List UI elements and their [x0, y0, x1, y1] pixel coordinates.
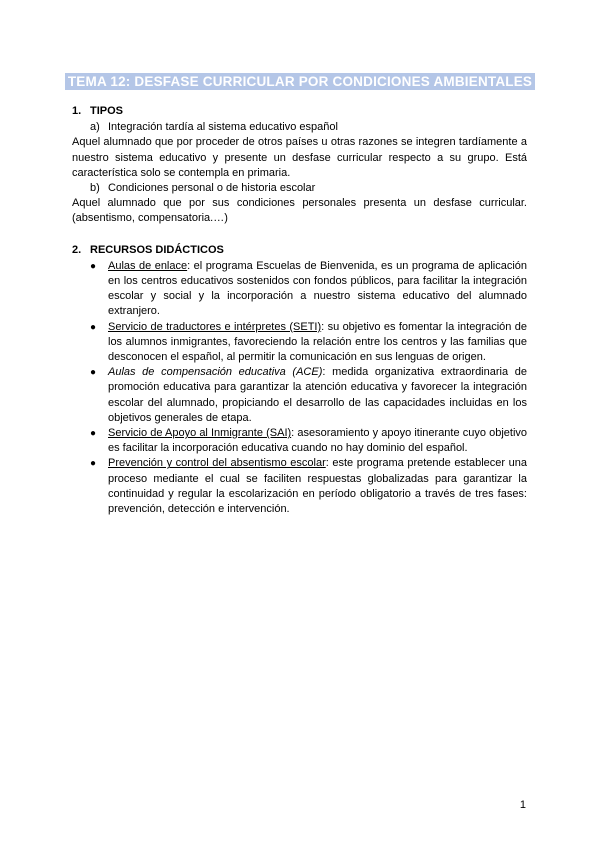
section-title: TIPOS	[90, 105, 124, 117]
bullet-icon: ●	[90, 367, 97, 379]
bullet-icon: ●	[90, 428, 97, 440]
list-item	[72, 365, 527, 426]
resource-description: : este programa pretende establecer una proceso mediante el cual se faciliten respuestas globalizadas para garantizar la continuidad y regular la escolarización en período obligatorio a través de tres fases: prevención, detección e intervención.	[108, 457, 527, 516]
subsection-label: Condiciones personal o de historia escolar	[108, 182, 316, 195]
section-heading-tipos	[72, 104, 527, 119]
section-number: 1.	[72, 105, 82, 117]
subsection-letter: a)	[90, 121, 100, 134]
resource-description: : su objetivo es fomentar la integración de los alumnos inmigrantes, favoreciendo la relación entre los centros y las familias que desconocen el español, al permitir la comunicación en sus lenguas de origen.	[108, 320, 528, 364]
paragraph: Aquel alumnado que por proceder de otros países u otras razones se integren tardíamente a nuestro sistema educativo y presente un desfase curricular respecto a su grupo. Está característica solo se contempla en primaria.	[72, 136, 527, 179]
subsection-label: Integración tardía al sistema educativo español	[108, 121, 338, 134]
section-number: 2.	[72, 243, 82, 256]
bullet-icon: ●	[90, 321, 97, 333]
section-heading-recursos	[72, 243, 527, 258]
resource-description: : el programa Escuelas de Bienvenida, es un programa de aplicación en los centros educativos sostenidos con fondos públicos, para facilitar la integración escolar y social y la incorporación a nuestro sistema educativo del alumnado extranjero.	[108, 259, 528, 318]
resource-description: : medida organizativa extraordinaria de promoción educativa para garantizar la atención educativa y favorecer la integración escolar del alumnado, propiciando el desarrollo de las capacidades incluidas en los objetivos generales de etapa.	[108, 366, 527, 424]
resource-list	[72, 259, 527, 517]
subsection-letter: b)	[90, 182, 100, 195]
subsection-a	[72, 120, 527, 135]
resource-description: : asesoramiento y apoyo itinerante cuyo objetivo es facilitar la incorporación educativa cuando no hay dominio del español.	[108, 427, 528, 455]
page-number: 1	[519, 799, 526, 811]
bullet-icon: ●	[90, 260, 97, 272]
document-title: TEMA 12: DESFASE CURRICULAR POR CONDICIONES AMBIENTALES	[65, 73, 535, 90]
document-content	[72, 104, 527, 517]
list-item	[72, 259, 527, 320]
spacer	[72, 227, 527, 243]
list-item	[72, 320, 527, 366]
list-item	[72, 426, 527, 456]
resource-term: Aulas de compensación educativa (ACE)	[108, 366, 323, 379]
subsection-b	[72, 181, 527, 196]
section-title: RECURSOS DIDÁCTICOS	[90, 243, 224, 256]
resource-term: Aulas de enlace	[108, 259, 188, 272]
resource-term: Servicio de Apoyo al Inmigrante (SAI)	[108, 427, 292, 440]
bullet-icon: ●	[90, 458, 97, 470]
list-item	[72, 456, 527, 517]
title-wrap	[0, 73, 600, 90]
resource-term: Servicio de traductores e intérpretes (SETI)	[108, 320, 322, 333]
resource-term: Prevención y control del absentismo escolar	[108, 457, 326, 470]
paragraph: Aquel alumnado que por sus condiciones personales presenta un desfase curricular. (absentismo, compensatoria.…)	[72, 197, 527, 225]
